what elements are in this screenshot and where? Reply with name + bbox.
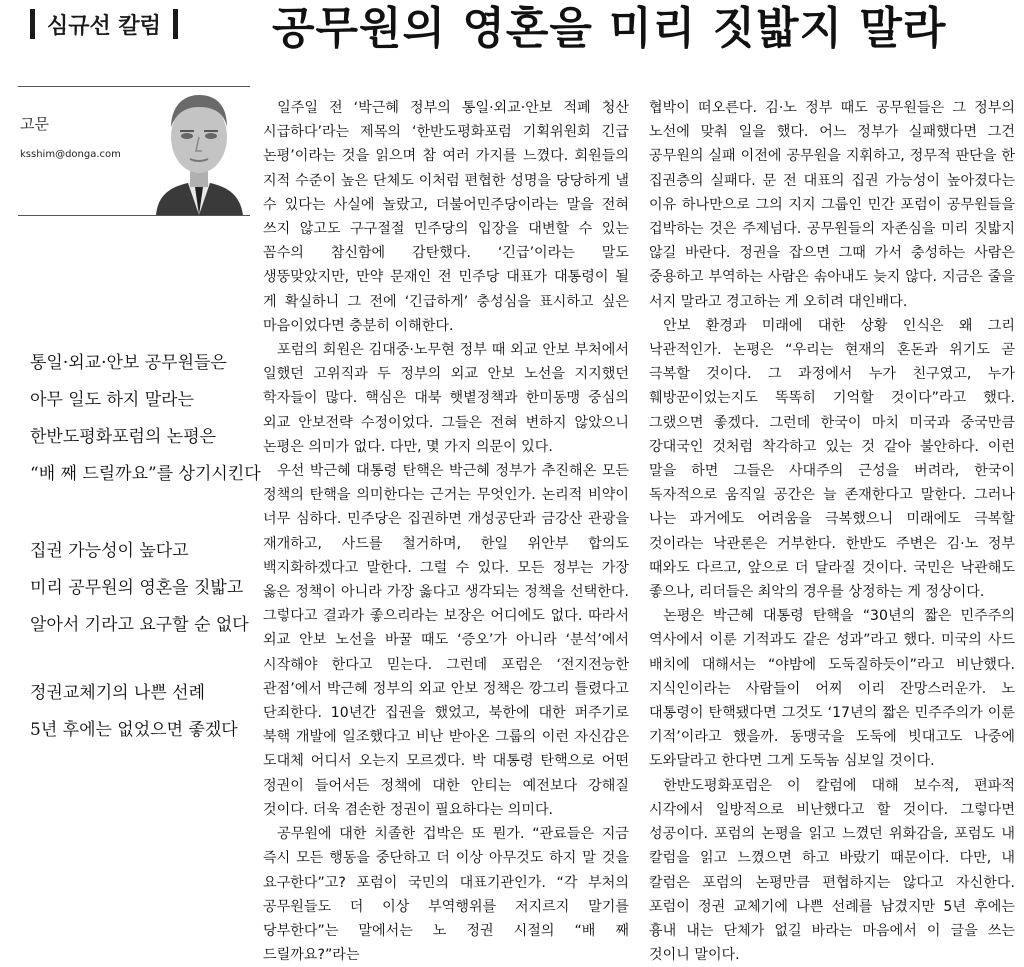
pull-quote-line: 미리 공무원의 영혼을 짓밟고 — [30, 578, 244, 598]
article-column-1 — [263, 96, 629, 967]
author-email: ksshim@donga.com — [20, 149, 121, 160]
column-tag-label: 심규선 칼럼 — [47, 13, 161, 39]
tag-right-bar — [173, 9, 178, 39]
pull-quote-3 — [30, 675, 260, 749]
author-role: 고문 — [20, 115, 49, 133]
paragraph: 우선 박근혜 대통령 탄핵은 박근혜 정부가 추진해온 모든 정책의 탄핵을 의미한다는 근거는 무엇인가. 논리적 비약이 너무 심하다. 민주당은 집권하면 개성공단과 금강산 관광을 재개하고, 사드를 철거하며, 한일 위안부 합의도 백지화하겠다고 말한다. 그럴 수 있다. 모든 정부는 가장 옳은 정책이 아니라 가장 옳다고 생각되는 정책을 선택한다. 그렇다고 결과가 좋으리라는 보장은 어디에도 없다. 따라서 외교 안보 노선을 바꿀 때도 ‘증오’가 아니라 ‘분석’에서 시작해야 한다고 믿는다. 그런데 포럼은 ‘전지전능한 관점’에서 박근혜 정부의 외교 안보 정책은 깡그리 틀렸다고 단죄한다. 10년간 집권을 했었고, 북한에 대한 퍼주기로 북핵 개발에 일조했다고 비난 받아온 그룹의 이런 자신감은 도대체 어디서 오는지 모르겠다. 박 대통령 탄핵으로 어떤 정권이 들어서든 정책에 대한 안티는 예전보다 강해질 것이다. 더욱 겸손한 정권이 필요하다는 의미다. — [263, 463, 629, 818]
pull-quote-line: 5년 후에는 없었으면 좋겠다 — [30, 720, 238, 740]
pull-quote-line: 통일·외교·안보 공무원들은 — [30, 353, 227, 373]
paragraph: 공무원에 대한 치졸한 겁박은 또 뭔가. “관료들은 지금 즉시 모든 행동을 중단하고 더 이상 아무것도 하지 말 것을 요구한다”고? 포럼이 국민의 대표기관인가. “각 부처의 공무원들도 더 이상 부역행위를 저지르지 말기를 당부한다”는 말에서는 노 정권 시절의 “배 째 드릴까요?”라는 — [263, 826, 629, 964]
tag-left-bar — [30, 9, 35, 39]
paragraph: 안보 환경과 미래에 대한 상황 인식은 왜 그리 낙관적인가. 논평은 “우리는 현재의 혼돈과 위기도 곧 극복할 것이다. 그 과정에서 누가 친구였고, 누가 훼방꾼이었는지도 똑똑히 기억할 것이다”라고 했다. 그랬으면 좋겠다. 그런데 한국이 마치 미국과 중국만큼 강대국인 것처럼 착각하고 있는 것 같아 불안하다. 이런 말을 하면 그들은 사대주의 근성을 버려라, 한국이 독자적으로 움직일 공간은 늘 존재한다고 말한다. 그러나 나는 과거에도 어려움을 극복했으니 미래에도 극복할 것이라는 낙관론은 거부한다. 한반도 주변은 김·노 정부 때와도 다르고, 앞으로 더 달라질 것이다. 국민은 낙관해도 좋으나, 리더들은 최악의 경우를 상정하는 게 정상이다. — [649, 317, 1015, 601]
pull-quote-line: 정권교체기의 나쁜 선례 — [30, 683, 206, 703]
pull-quote-line: 아무 일도 하지 말라는 — [30, 390, 195, 410]
pull-quote-line: 알아서 기라고 요구할 순 없다 — [30, 615, 249, 635]
pull-quote-line: 한반도평화포럼의 논평은 — [30, 427, 217, 447]
byline-box — [18, 87, 250, 216]
pull-quote-2 — [30, 533, 260, 644]
column-tag — [30, 6, 178, 42]
paragraph: 논평은 박근혜 대통령 탄핵을 “30년의 짧은 민주주의 역사에서 이룬 기적과도 같은 성과”라고 했다. 미국의 사드 배치에 대해서는 “야밤에 도둑질하듯이”라고 비난했다. 지식인이라는 사람들이 어찌 이리 잔망스러운가. 노 대통령이 탄핵됐다면 그것도 ‘17년의 짧은 민주주의가 이룬 기적’이라고 했을까. 동맹국을 도둑에 빗대고도 나중에 도와달라고 한다면 그게 도둑놈 심보일 것이다. — [649, 608, 1015, 770]
article-column-2 — [649, 96, 1015, 967]
paragraph: 포럼의 회원은 김대중·노무현 정부 때 외교 안보 부처에서 일했던 고위직과 두 정부의 외교 안보 노선을 지지했던 학자들이 많다. 핵심은 대북 햇볕정책과 한미동맹 중심의 외교 안보전략 수정이었다. 그들은 전혀 변하지 않았으니 논평은 의미가 없다. 다만, 몇 가지 의문이 있다. — [263, 342, 629, 455]
paragraph: 일주일 전 ‘박근혜 정부의 통일·외교·안보 적폐 청산 시급하다’라는 제목의 ‘한반도평화포럼 기획위원회 긴급 논평’이라는 것을 읽으며 참 여러 가지를 느꼈다. 회원들의 지적 수준이 높은 단체도 이처럼 편협한 성명을 당당하게 낼 수 있다는 사실에 놀랐고, 더불어민주당이라는 말을 전혀 쓰지 않고도 구구절절 민주당의 입장을 대변할 수 있는 꼼수의 참신함에 감탄했다. ‘긴급’이라는 말도 생뚱맞았지만, 만약 문재인 전 민주당 대표가 대통령이 될 게 확실하니 그 전에 ‘긴급하게’ 충성심을 표시하고 싶은 마음이었다면 충분히 이해한다. — [263, 100, 629, 334]
author-photo — [148, 87, 250, 215]
pull-quote-1 — [30, 345, 260, 493]
pull-quote-line: “배 째 드릴까요”를 상기시킨다 — [30, 464, 261, 484]
pull-quote-line: 집권 가능성이 높다고 — [30, 541, 189, 561]
paragraph: 한반도평화포럼은 이 칼럼에 대해 보수적, 편파적 시각에서 일방적으로 비난했다고 할 것이다. 그렇다면 성공이다. 포럼의 논평을 읽고 느꼈던 위화감을, 포럼도 내 칼럼을 읽고 느꼈으면 하고 바랐기 때문이다. 다만, 내 칼럼은 포럼의 논평만큼 편협하지는 않다고 자신한다. 포럼이 정권 교체기에 나쁜 선례를 남겼지만 5년 후에는 흉내 내는 단체가 없길 바라는 마음에서 이 글을 쓰는 것이니 말이다. — [649, 777, 1015, 964]
paragraph: 협박이 떠오른다. 김·노 정부 때도 공무원들은 그 정부의 노선에 맞춰 일을 했다. 어느 정부가 실패했다면 그건 공무원의 실패 이전에 공무원을 지휘하고, 정무적 판단을 한 집권층의 실패다. 문 전 대표의 집권 가능성이 높아졌다는 이유 하나만으로 그의 지지 그룹인 민간 포럼이 공무원들을 겁박하는 것은 주제넘다. 공무원들의 자존심을 미리 짓밟지 않길 바란다. 정권을 잡으면 그때 가서 충성하는 사람은 중용하고 부역하는 사람은 솎아내도 늦지 않다. 지금은 줄을 서지 말라고 경고하는 게 오히려 대인배다. — [649, 100, 1015, 310]
headline: 공무원의 영혼을 미리 짓밟지 말라 — [272, 3, 947, 54]
